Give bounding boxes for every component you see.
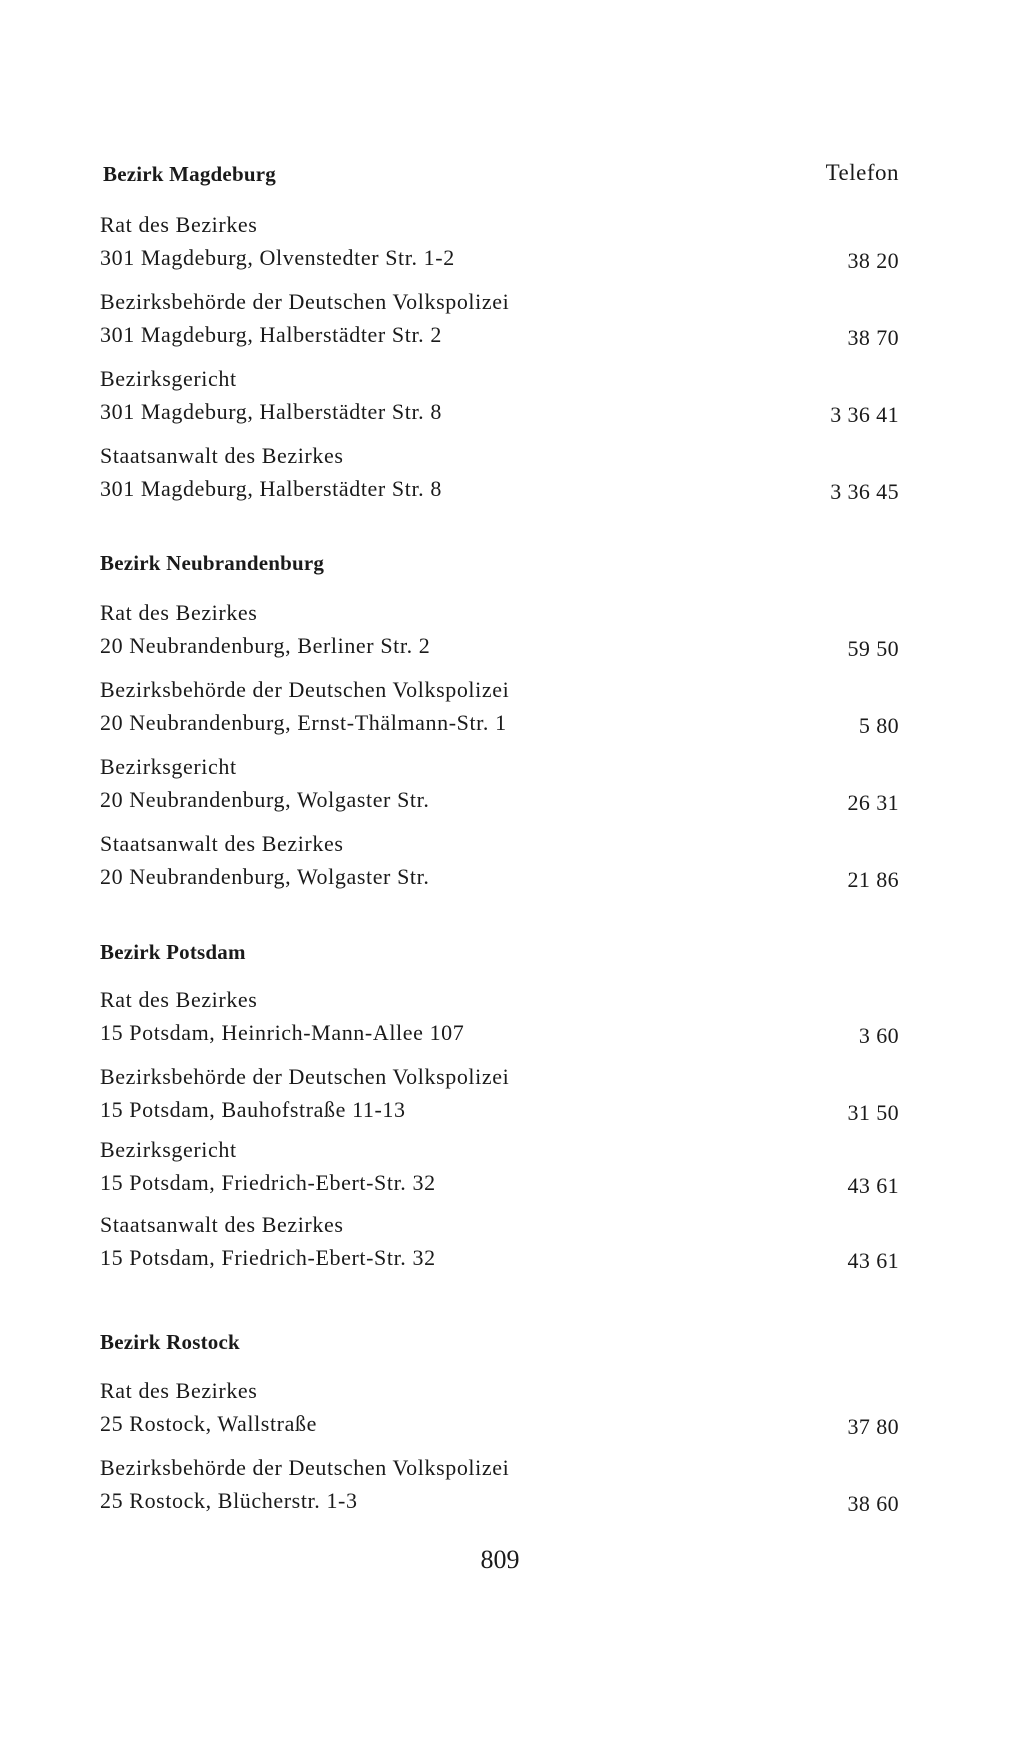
entry-phone: 38 20 (847, 248, 899, 273)
header-row (103, 162, 899, 196)
page-number: 809 (480, 1545, 520, 1574)
list-item (100, 1212, 899, 1276)
list-item (100, 754, 899, 818)
entry-address: 301 Magdeburg, Halberstädter Str. 2 (100, 322, 442, 347)
entry-name: Bezirksbehörde der Deutschen Volkspolizei (100, 677, 510, 702)
entry-name: Bezirksgericht (100, 366, 237, 391)
entry-name: Bezirksbehörde der Deutschen Volkspolizei (100, 1064, 510, 1089)
entry-name: Rat des Bezirkes (100, 1378, 258, 1403)
entry-phone: 21 86 (847, 867, 899, 892)
list-item (100, 443, 899, 507)
entry-address: 301 Magdeburg, Halberstädter Str. 8 (100, 399, 442, 424)
entry-name: Staatsanwalt des Bezirkes (100, 443, 344, 468)
section-title-neubrandenburg: Bezirk Neubrandenburg (100, 551, 325, 575)
entry-address: 15 Potsdam, Friedrich-Ebert-Str. 32 (100, 1170, 436, 1195)
section-title-rostock: Bezirk Rostock (100, 1330, 240, 1354)
entry-name: Rat des Bezirkes (100, 987, 258, 1012)
entry-address: 301 Magdeburg, Olvenstedter Str. 1-2 (100, 245, 455, 270)
list-item (100, 600, 899, 664)
list-item (100, 831, 899, 895)
list-item (100, 1378, 899, 1442)
entry-name: Bezirksbehörde der Deutschen Volkspolizei (100, 1455, 510, 1480)
entry-phone: 37 80 (847, 1414, 899, 1439)
list-item (100, 987, 899, 1051)
entry-name: Bezirksgericht (100, 754, 237, 779)
list-item (100, 677, 899, 741)
section-title-potsdam: Bezirk Potsdam (100, 940, 246, 964)
entry-address: 15 Potsdam, Friedrich-Ebert-Str. 32 (100, 1245, 436, 1270)
entry-name: Bezirksgericht (100, 1137, 237, 1162)
section-title-magdeburg: Bezirk Magdeburg (103, 162, 276, 186)
entry-address: 20 Neubrandenburg, Wolgaster Str. (100, 787, 430, 812)
list-item (100, 289, 899, 353)
entry-name: Rat des Bezirkes (100, 600, 258, 625)
list-item (100, 212, 899, 276)
entry-address: 301 Magdeburg, Halberstädter Str. 8 (100, 476, 442, 501)
list-item (100, 1137, 899, 1201)
entry-address: 15 Potsdam, Bauhofstraße 11-13 (100, 1097, 406, 1122)
entry-phone: 38 70 (847, 325, 899, 350)
entry-address: 25 Rostock, Blücherstr. 1-3 (100, 1488, 358, 1513)
entry-address: 15 Potsdam, Heinrich-Mann-Allee 107 (100, 1020, 465, 1045)
entry-phone: 43 61 (847, 1248, 899, 1273)
list-item (100, 366, 899, 430)
list-item (100, 1064, 899, 1128)
entry-phone: 3 36 41 (830, 402, 899, 427)
entry-address: 20 Neubrandenburg, Wolgaster Str. (100, 864, 430, 889)
entry-name: Staatsanwalt des Bezirkes (100, 831, 344, 856)
entry-phone: 59 50 (847, 636, 899, 661)
entry-name: Rat des Bezirkes (100, 212, 258, 237)
entry-phone: 31 50 (847, 1100, 899, 1125)
entry-phone: 3 60 (858, 1023, 899, 1048)
entry-address: 20 Neubrandenburg, Berliner Str. 2 (100, 633, 431, 658)
entry-phone: 5 80 (858, 713, 899, 738)
entry-name: Staatsanwalt des Bezirkes (100, 1212, 344, 1237)
phone-column-header: Telefon (825, 160, 899, 185)
entry-phone: 38 60 (847, 1491, 899, 1516)
entry-phone: 26 31 (847, 790, 899, 815)
entry-address: 25 Rostock, Wallstraße (100, 1411, 317, 1436)
list-item (100, 1455, 899, 1519)
entry-address: 20 Neubrandenburg, Ernst-Thälmann-Str. 1 (100, 710, 507, 735)
entry-name: Bezirksbehörde der Deutschen Volkspolizei (100, 289, 510, 314)
entry-phone: 43 61 (847, 1173, 899, 1198)
entry-phone: 3 36 45 (830, 479, 899, 504)
